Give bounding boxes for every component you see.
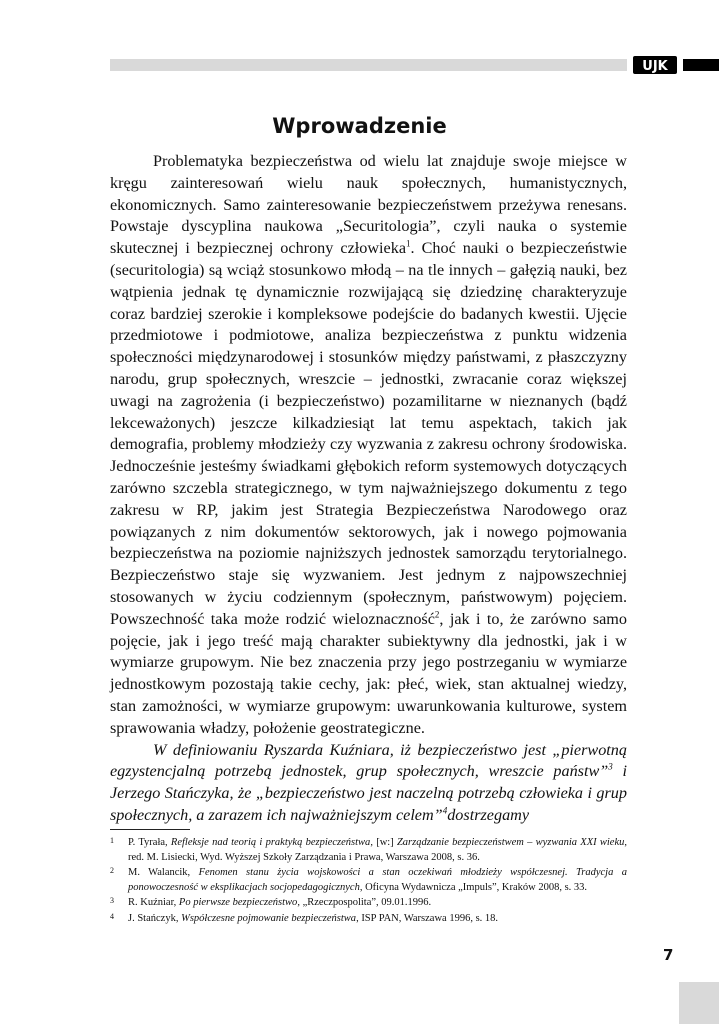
footnote-ref-2[interactable]: 2 bbox=[434, 609, 440, 620]
footnotes bbox=[110, 836, 627, 927]
paragraph-2: W definiowaniu Ryszarda Kuźniara, iż bezpieczeństwo jest „pierwotną egzystencjalną potrzebą jednostek, grup społecznych, wreszcie państw”$^3$ i Jerzego Stańczyka, że „bezpieczeństwo jest naczelną potrzebą człowieka i grup społecznych, a zarazem ich najważniejszym celem”$^4$dostrzegamy bbox=[110, 740, 627, 824]
main-text bbox=[110, 151, 627, 827]
footnote-3: 3 R. Kuźniar, Po pierwsze bezpieczeństwo, „Rzeczpospolita”, 09.01.1996. bbox=[110, 896, 432, 908]
footnote-1: 1 P. Tyrała, Refleksje nad teorią i praktyką bezpieczeństwa, [w:] Zarządzanie bezpieczeństwem – wyzwania XXI wieku, red. M. Lisiecki, Wyd. Wyższej Szkoły Zarządzania i Prawa, Warszawa 2008, s. 36. bbox=[110, 836, 627, 863]
footnote-ref-1[interactable]: 1 bbox=[406, 238, 411, 249]
header-tab bbox=[683, 59, 719, 71]
footnote-ref-3[interactable]: 3 bbox=[608, 761, 613, 772]
page-number: 7 bbox=[663, 946, 674, 964]
footnote-ref-4[interactable]: 4 bbox=[442, 805, 448, 816]
side-tab bbox=[679, 982, 719, 1024]
page-title: Wprowadzenie bbox=[272, 114, 447, 138]
footnote-divider bbox=[110, 829, 190, 830]
logo-text: UJK bbox=[642, 59, 668, 74]
footnote-4: 4 J. Stańczyk, Współczesne pojmowanie bezpieczeństwa, ISP PAN, Warszawa 1996, s. 18. bbox=[110, 911, 499, 924]
header-bar bbox=[110, 59, 627, 71]
footnote-2: 2 M. Walancik, Fenomen stanu życia wojskowości a stan oczekiwań młodzieży współczesnej. Tradycja a ponowoczesność w eksplikacjach socjopedagogicznych, Oficyna Wydawnicza „Impuls”, Kraków 2008, s. 33. bbox=[110, 866, 627, 893]
publisher-logo bbox=[633, 53, 677, 77]
paragraph-1: Problematyka bezpieczeństwa od wielu lat znajduje swoje miejsce w kręgu zainteresowań wielu nauk społecznych, humanistycznych, ekonomicznych. Samo zainteresowanie bezpieczeństwem przeżywa renesans. Powstaje dyscyplina naukowa „Securitologia”, czyli nauka o systemie skutecznej i bezpiecznej ochrony człowieka$^1$. Choć nauki o bezpieczeństwie (securitologia) są wciąż stosunkowo młodą – na tle innych – gałęzią nauki, bez wątpienia jednak tę dynamicznie rozwijającą się dziedzinę charakteryzuje coraz bardziej szerokie i kompleksowe podejście do badanych kwestii. Ujęcie przedmiotowe i podmiotowe, analiza bezpieczeństwa z punktu widzenia społeczności międzynarodowej i stosunków między państwami, z płaszczyzny narodu, grup społecznych, wreszcie – jednostki, zwracanie coraz większej uwagi na zagrożenia (i bezpieczeństwo) pozamilitarne w nieznanych (bądź lekceważonych) jeszcze kilkadziesiąt lat temu aspektach, takich jak demografia, problemy młodzieży czy wyzwania z zakresu ochrony środowiska. Jednocześnie jesteśmy świadkami głębokich reform systemowych dotyczących zarówno szczebla strategicznego, w tym najważniejszego dokumentu z tego zakresu w RP, jakim jest Strategia Bezpieczeństwa Narodowego oraz powiązanych z nim dokumentów sektorowych, jak i nowego pojmowania bezpieczeństwa na poziomie najniższych jednostek samorządu terytorialnego. Bezpieczeństwo staje się wyzwaniem. Jest jednym z najpowszechniej stosowanych w życiu codziennym (społecznym, państwowym) pojęciem. Powszechność taka może rodzić wieloznaczność$^2$, jak i to, że zarówno samo pojęcie, jak i jego treść mają charakter subiektywny dla jednostki, jak i w wymiarze grupowym. Nie bez znaczenia przy jego postrzeganiu w wymiarze jednostkowym pozostają takie cechy, jak: płeć, wiek, stan aktualnej wiedzy, stan zamożności, w wymiarze grupowym: uwarunkowania kulturowe, system sprawowania władzy, położenie geostrategiczne. bbox=[110, 152, 627, 737]
